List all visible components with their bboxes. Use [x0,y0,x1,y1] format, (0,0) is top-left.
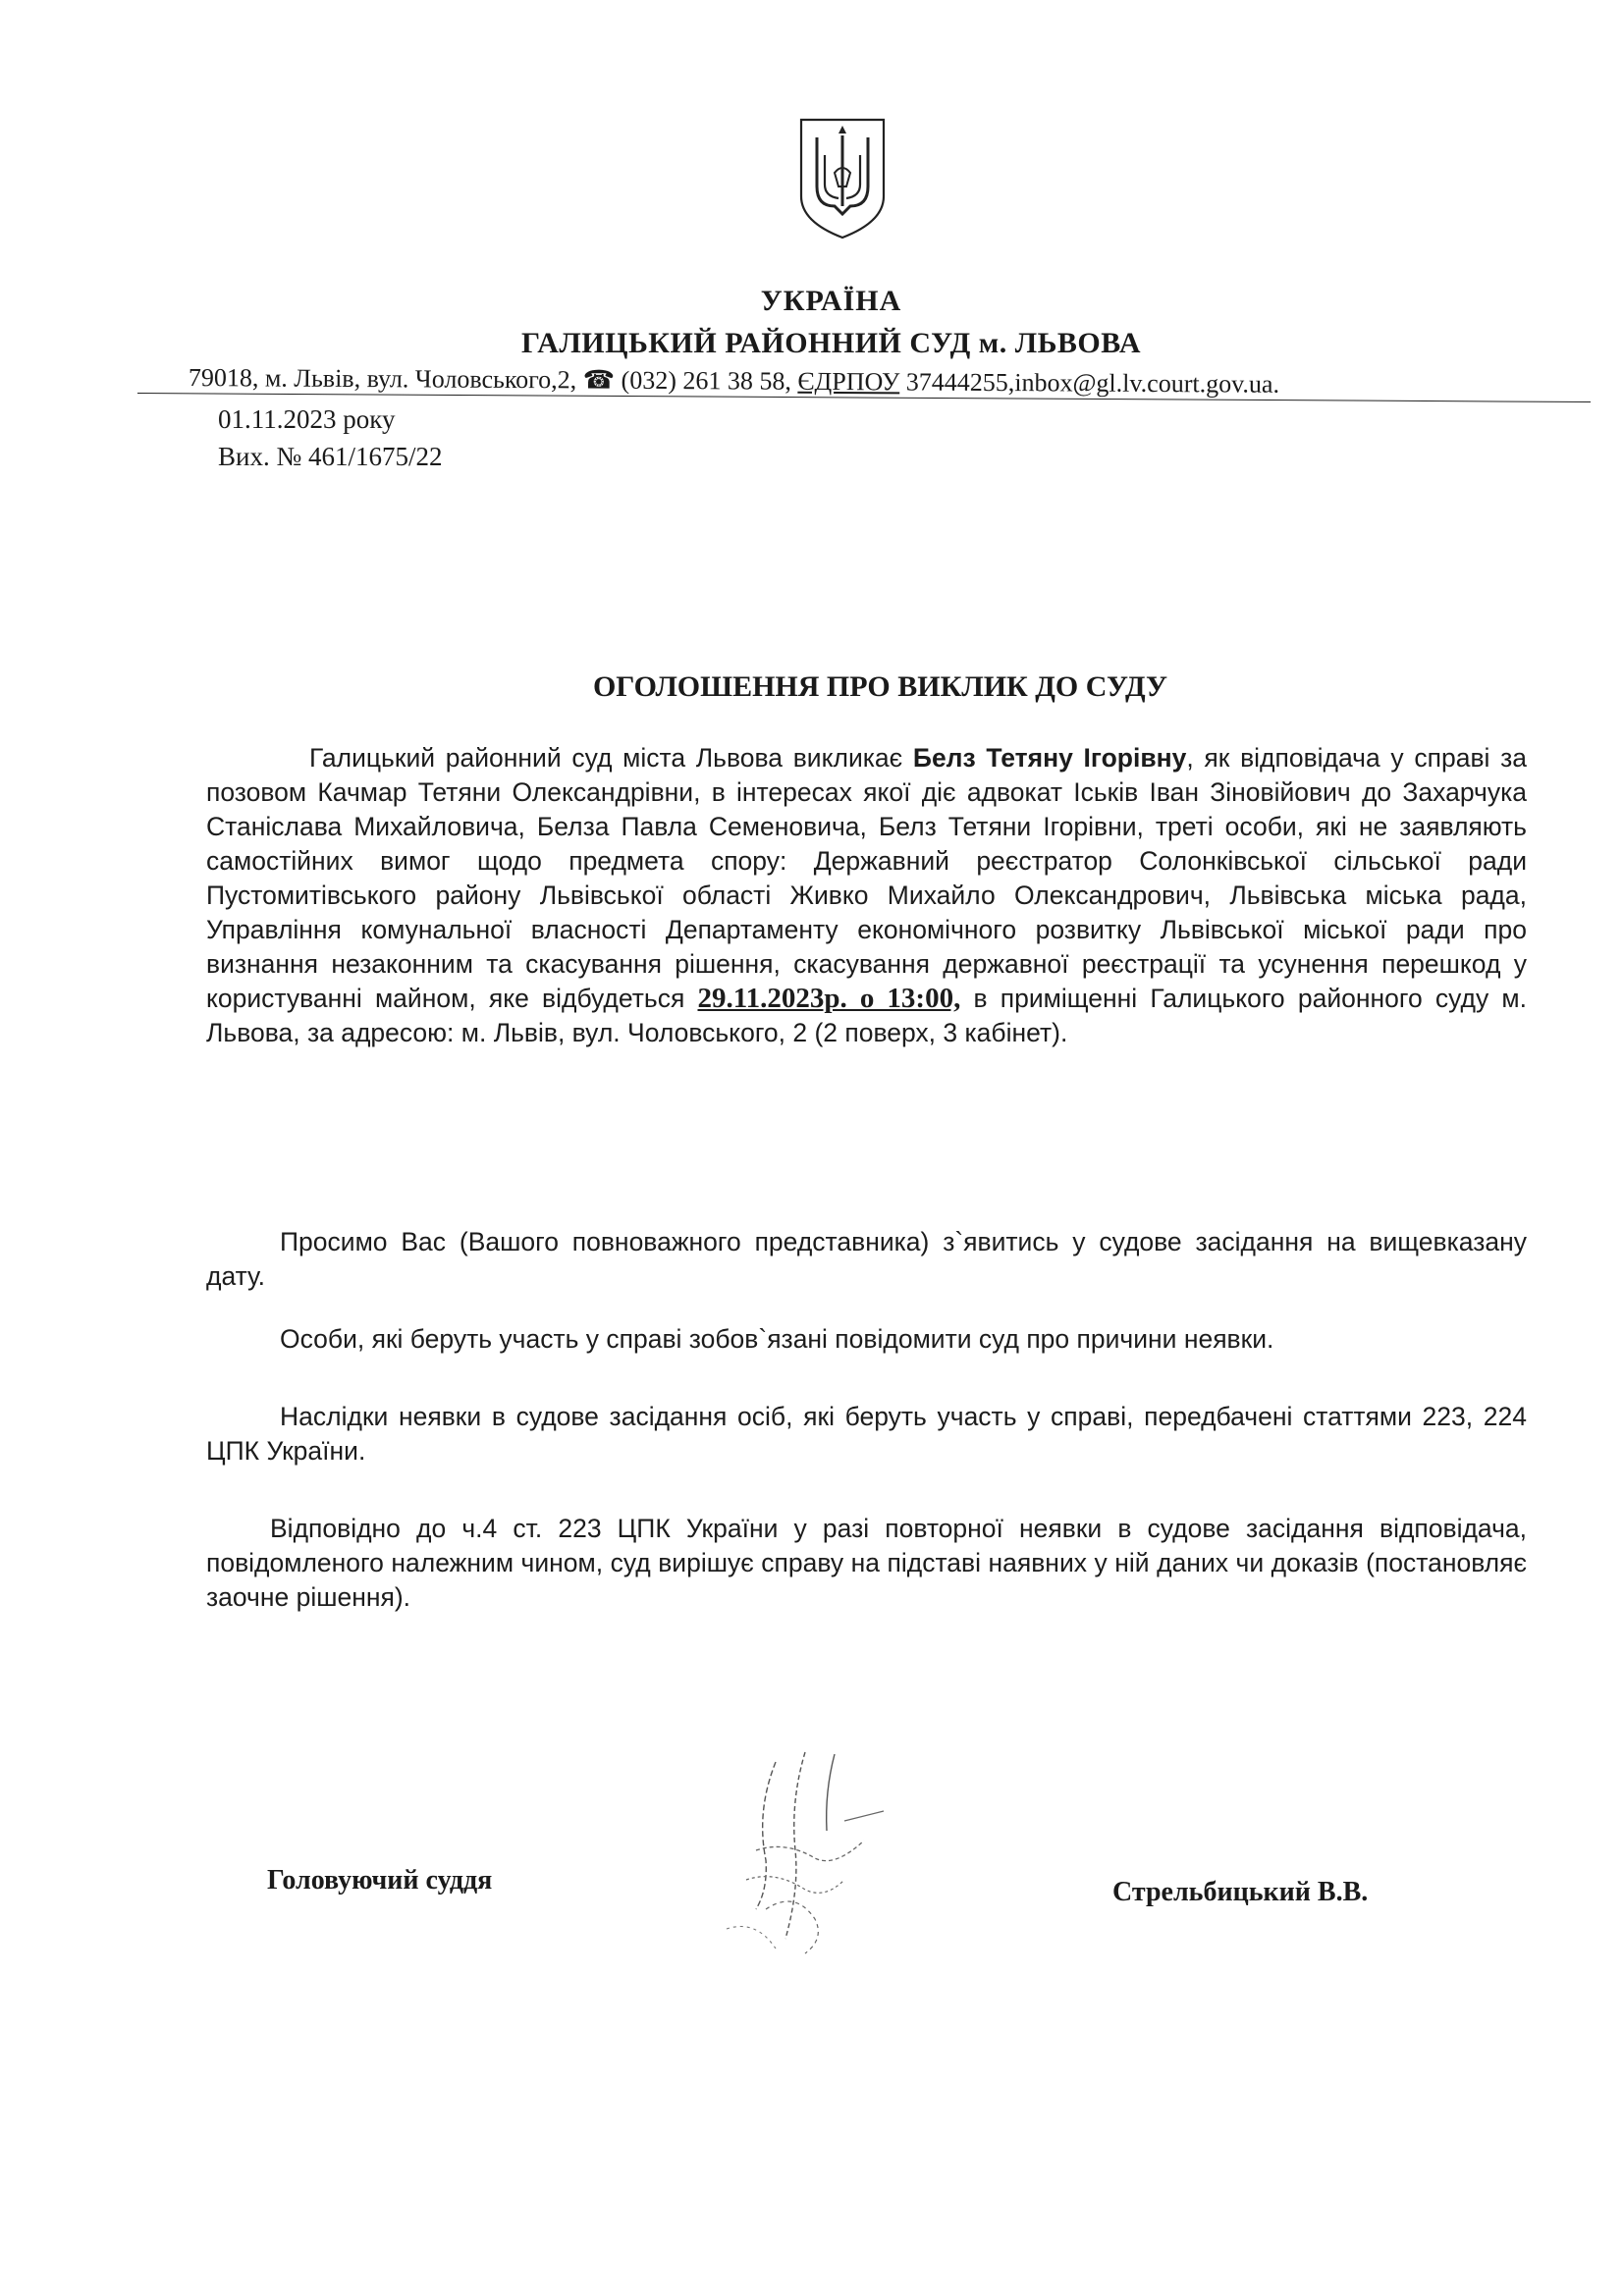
paragraph-notify-absence: Особи, які беруть участь у справі зобов`язані повідомити суд про причини неявки. [280,1324,1274,1354]
coat-of-arms-icon [795,116,890,241]
address-part-2: 37444255,inbox@gl.lv.court.gov.ua. [899,367,1280,399]
hearing-datetime: 29.11.2023р. о 13:00, [697,983,961,1014]
country-heading: УКРАЇНА [760,285,902,317]
outgoing-number: Вих. № 461/1675/22 [218,442,443,471]
document-date: 01.11.2023 року [218,404,396,434]
paragraph-summons-text-c: в приміщенні Галицького районного суду м. Львова, за адресою: м. Львів, вул. Чоловського, 2 (2 поверх, 3 кабінет). [206,984,1527,1047]
paragraph-default-judgment: Відповідно до ч.4 ст. 223 ЦПК України у разі повторної неявки в судове засідання відповідача, повідомленого належним чином, суд вирішує справу на підставі наявних у ній даних чи доказів (постановляє заочне рішення). [206,1514,1527,1612]
paragraph-summons-text-a: Галицький районний суд міста Львова викликає [309,743,913,773]
paragraph-summons-text-b: , як відповідача у справі за позовом Качмар Тетяни Олександрівни, в інтересах якої діє адвокат Іськів Іван Зіновійович до Захарчука Станіслава Михайловича, Белза Павла Семеновича, Белз Тетяни Ігорівни, треті особи, які не заявляють самостійних вимог щодо предмета спору: Державний реєстратор Солонківської сільської ради Пустомитівського району Львівської області Живко Михайло Олександрович, Львівська міська рада, Управління комунальної власності Департаменту економічного розвитку Львівської міської ради про визнання незаконним та скасування рішення, скасування державної реєстрації та усунення перешкод у користуванні майном, яке відбудеться [206,743,1528,1013]
court-address-line [189,363,1602,401]
court-name-heading: ГАЛИЦЬКИЙ РАЙОННИЙ СУД м. ЛЬВОВА [520,327,1142,359]
paragraph-consequences: Наслідки неявки в судове засідання осіб, які беруть участь у справі, передбачені статтями 223, 224 ЦПК України. [206,1402,1527,1466]
presiding-judge-label: Головуючий суддя [267,1865,493,1896]
paragraph-summons [206,741,1527,1050]
edrpou-label: ЄДРПОУ [797,366,900,397]
judge-name: Стрельбицький В.В. [1112,1877,1369,1907]
defendant-name: Белз Тетяну Ігорівну [912,743,1187,773]
address-part-1: 79018, м. Львів, вул. Чоловського,2, ☎ (032) 261 38 58, [188,363,798,396]
paragraph-request-appear: Просимо Вас (Вашого повноважного представника) з`явитись у судове засідання на вищевказану дату. [206,1227,1527,1291]
handwritten-signature [697,1742,923,1968]
document-title: ОГОЛОШЕННЯ ПРО ВИКЛИК ДО СУДУ [592,670,1168,703]
